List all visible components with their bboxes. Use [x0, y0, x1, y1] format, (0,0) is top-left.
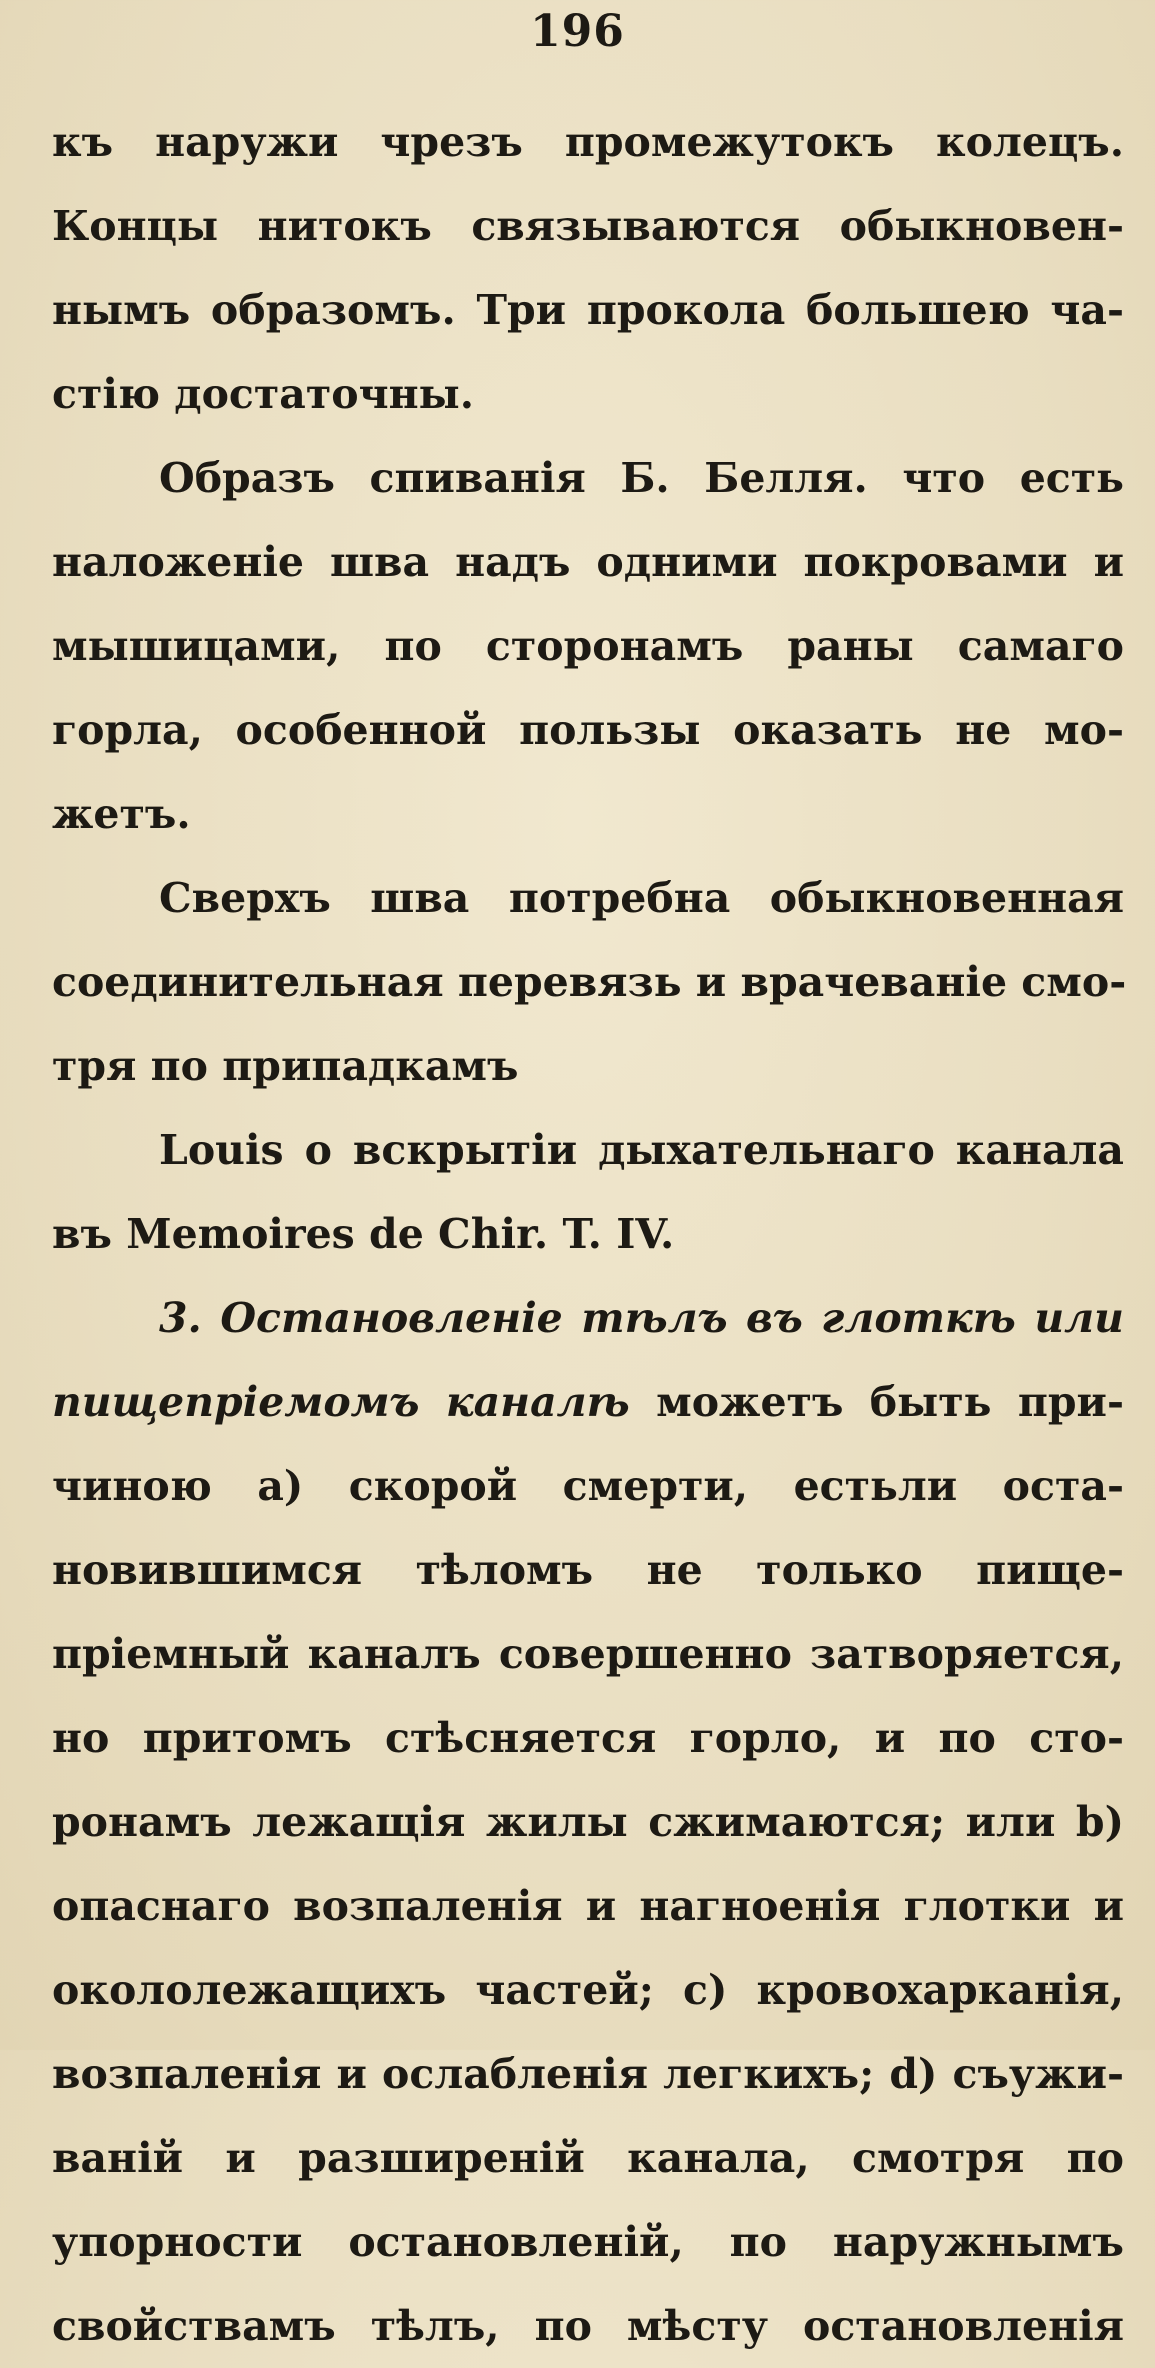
text-line: Сверхъ шва потребна обыкновенная: [159, 874, 1124, 922]
text-line: тря по припадкамъ: [52, 1042, 519, 1090]
italic-phrase: пищепріемомъ каналѣ: [52, 1378, 630, 1426]
text-line: [52, 1360, 1124, 1444]
text-line: возпаленія и ослабленія легкихъ; d) съужи-: [52, 2050, 1124, 2098]
page-number: 196: [530, 6, 625, 57]
text-line: Концы нитокъ связываются обыкновен-: [52, 202, 1124, 250]
text-line: ваній и разширеній канала, смотря по: [52, 2134, 1124, 2182]
text-line: ронамъ лежащія жилы сжимаются; или b): [52, 1798, 1124, 1846]
text-line: стію достаточны.: [52, 370, 475, 418]
text-line: Образъ спиванія Б. Белля. что есть: [159, 454, 1124, 502]
text-line: чиною а) скорой смерти, естьли оста-: [52, 1462, 1124, 1510]
text-line: упорности остановленій, по наружнымъ: [52, 2218, 1124, 2266]
text-line: жетъ.: [52, 790, 191, 838]
text-line: пріемный каналъ совершенно затворяется,: [52, 1630, 1124, 1678]
text-line: 3. Остановленіе тѣлъ въ глоткѣ или: [159, 1294, 1124, 1342]
text-line: въ Memoires de Chir. T. IV.: [52, 1210, 675, 1258]
text-line: соединительная перевязь и врачеваніе смо-: [52, 958, 1127, 1006]
text-line: окололежащихъ частей; с) кровохарканія,: [52, 1966, 1124, 2014]
text-line: Louis о вскрытіи дыхательнаго канала: [159, 1126, 1124, 1174]
text-line: къ наружи чрезъ промежутокъ колецъ.: [52, 118, 1124, 166]
text-line: свойствамъ тѣлъ, по мѣсту остановленія: [52, 2302, 1124, 2350]
text-line: мышицами, по сторонамъ раны самаго: [52, 622, 1124, 670]
page-text: [52, 100, 1127, 2368]
text-line: горла, особенной пользы оказать не мо-: [52, 706, 1124, 754]
text-fragment: можетъ быть при-: [629, 1378, 1124, 1426]
text-line: но притомъ стѣсняется горло, и по сто-: [52, 1714, 1124, 1762]
text-line: новившимся тѣломъ не только пище-: [52, 1546, 1124, 1594]
text-line: нымъ образомъ. Три прокола большею ча-: [52, 286, 1124, 334]
text-line: наложеніе шва надъ одними покровами и: [52, 538, 1124, 586]
text-line: опаснаго возпаленія и нагноенія глотки и: [52, 1882, 1124, 1930]
